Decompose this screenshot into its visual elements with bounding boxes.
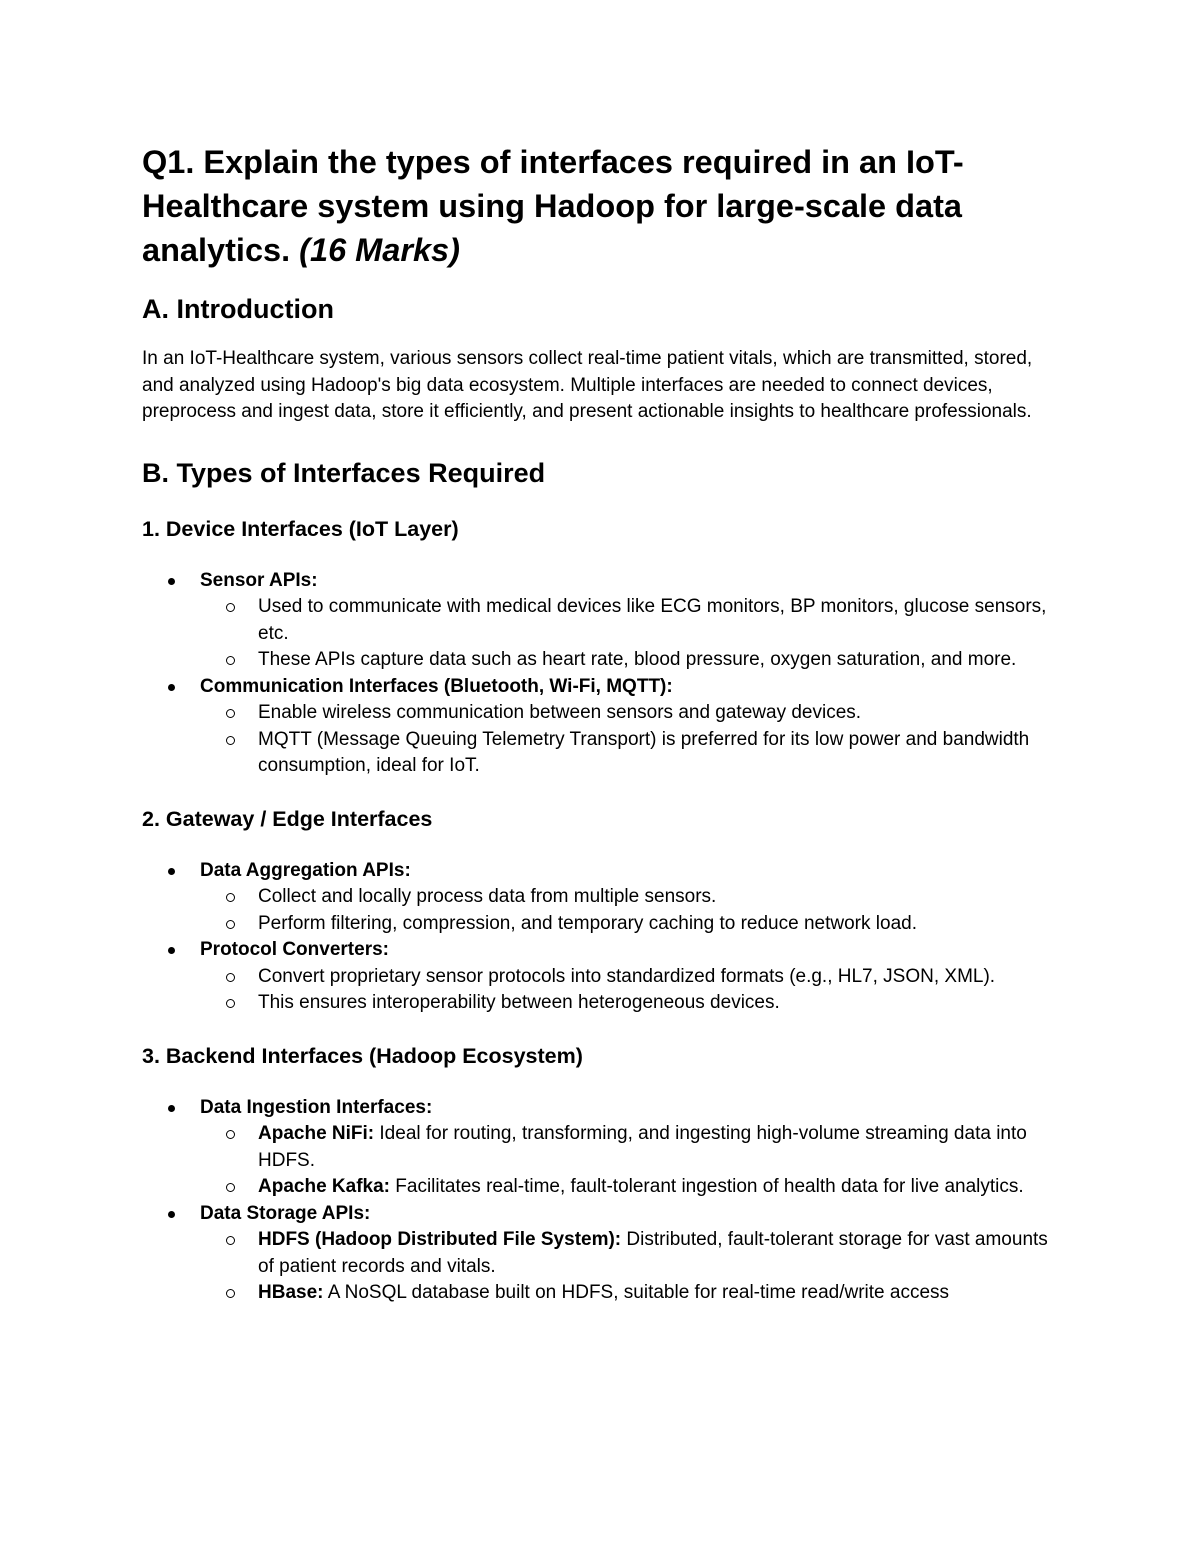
sub-item-label: HBase: — [258, 1282, 324, 1303]
list-item — [142, 674, 1062, 780]
sub-item-text: Distributed, fault-tolerant storage for vast amounts of patient records and vitals. — [258, 1229, 1048, 1277]
list-item — [142, 1201, 1062, 1307]
sub-item-label: Apache Kafka: — [258, 1176, 390, 1197]
bullet-label: Data Ingestion Interfaces: — [200, 1096, 433, 1118]
sub-list-item — [200, 647, 1058, 674]
question-title-text: Q1. Explain the types of interfaces required in an IoT-Healthcare system using Hadoop for large-scale data analytics. — [142, 144, 964, 268]
question-marks: (16 Marks) — [299, 232, 460, 268]
sub-item-text: A NoSQL database built on HDFS, suitable for real-time read/write access — [323, 1282, 950, 1303]
bullet-label: Data Aggregation APIs: — [200, 859, 411, 881]
sub-list-item — [200, 1280, 1058, 1307]
sub-list — [200, 964, 1062, 1017]
sub-item-text: This ensures interoperability between heterogeneous devices. — [258, 992, 780, 1013]
sub-list-item — [200, 1121, 1058, 1174]
sub-item-label: HDFS (Hadoop Distributed File System): — [258, 1229, 622, 1250]
sub-list — [200, 700, 1062, 780]
sub-list — [200, 1227, 1062, 1307]
sub-list-item — [200, 990, 1058, 1017]
sub-list-item — [200, 1227, 1058, 1280]
list-item — [142, 568, 1062, 674]
sub-item-text: Used to communicate with medical devices like ECG monitors, BP monitors, glucose sensors, etc. — [258, 596, 1047, 644]
list-item — [142, 937, 1062, 1017]
gateway-interfaces-heading: 2. Gateway / Edge Interfaces — [142, 806, 433, 831]
sub-item-label: Apache NiFi: — [258, 1123, 375, 1144]
sub-item-text: Facilitates real-time, fault-tolerant ingestion of health data for live analytics. — [390, 1176, 1024, 1197]
sub-item-text: Perform filtering, compression, and temporary caching to reduce network load. — [258, 912, 917, 934]
sub-list-item — [200, 727, 1058, 780]
sub-list — [200, 1121, 1062, 1201]
backend-interfaces-heading: 3. Backend Interfaces (Hadoop Ecosystem) — [142, 1043, 583, 1068]
sub-list-item — [200, 884, 1058, 911]
list-item — [142, 1095, 1062, 1201]
gateway-interfaces-list — [142, 858, 1062, 1017]
sub-item-text: Ideal for routing, transforming, and ingesting high-volume streaming data into HDFS. — [258, 1123, 1027, 1171]
sub-item-text: Collect and locally process data from multiple sensors. — [258, 886, 717, 907]
sub-list-item — [200, 1174, 1058, 1201]
sub-list-item — [200, 964, 1058, 991]
types-heading: B. Types of Interfaces Required — [142, 457, 546, 488]
sub-item-text: Enable wireless communication between sensors and gateway devices. — [258, 702, 862, 723]
sub-item-text: Convert proprietary sensor protocols into standardized formats (e.g., HL7, JSON, XML). — [258, 965, 996, 987]
sub-item-text: MQTT (Message Queuing Telemetry Transport) is preferred for its low power and bandwidth consumption, ideal for IoT. — [258, 728, 1030, 776]
sub-item-text: These APIs capture data such as heart rate, blood pressure, oxygen saturation, and more. — [258, 649, 1017, 670]
list-item — [142, 858, 1062, 938]
question-title — [142, 140, 1062, 272]
device-interfaces-heading: 1. Device Interfaces (IoT Layer) — [142, 516, 459, 541]
sub-list — [200, 594, 1062, 674]
sub-list-item — [200, 911, 1058, 938]
intro-heading: A. Introduction — [142, 294, 334, 324]
intro-paragraph: In an IoT-Healthcare system, various sensors collect real-time patient vitals, which are transmitted, stored, and analyzed using Hadoop's big data ecosystem. Multiple interfaces are needed to connect devices, preprocess and ingest data, store it efficiently, and present actionable insights to healthcare professionals. — [142, 348, 1033, 422]
sub-list — [200, 884, 1062, 937]
device-interfaces-list — [142, 568, 1062, 780]
sub-list-item — [200, 700, 1058, 727]
document-page — [142, 140, 1062, 1307]
sub-list-item — [200, 594, 1058, 647]
bullet-label: Data Storage APIs: — [200, 1202, 371, 1224]
bullet-label: Communication Interfaces (Bluetooth, Wi-Fi, MQTT): — [200, 675, 673, 697]
bullet-label: Protocol Converters: — [200, 939, 389, 960]
backend-interfaces-list — [142, 1095, 1062, 1307]
bullet-label: Sensor APIs: — [200, 569, 318, 591]
